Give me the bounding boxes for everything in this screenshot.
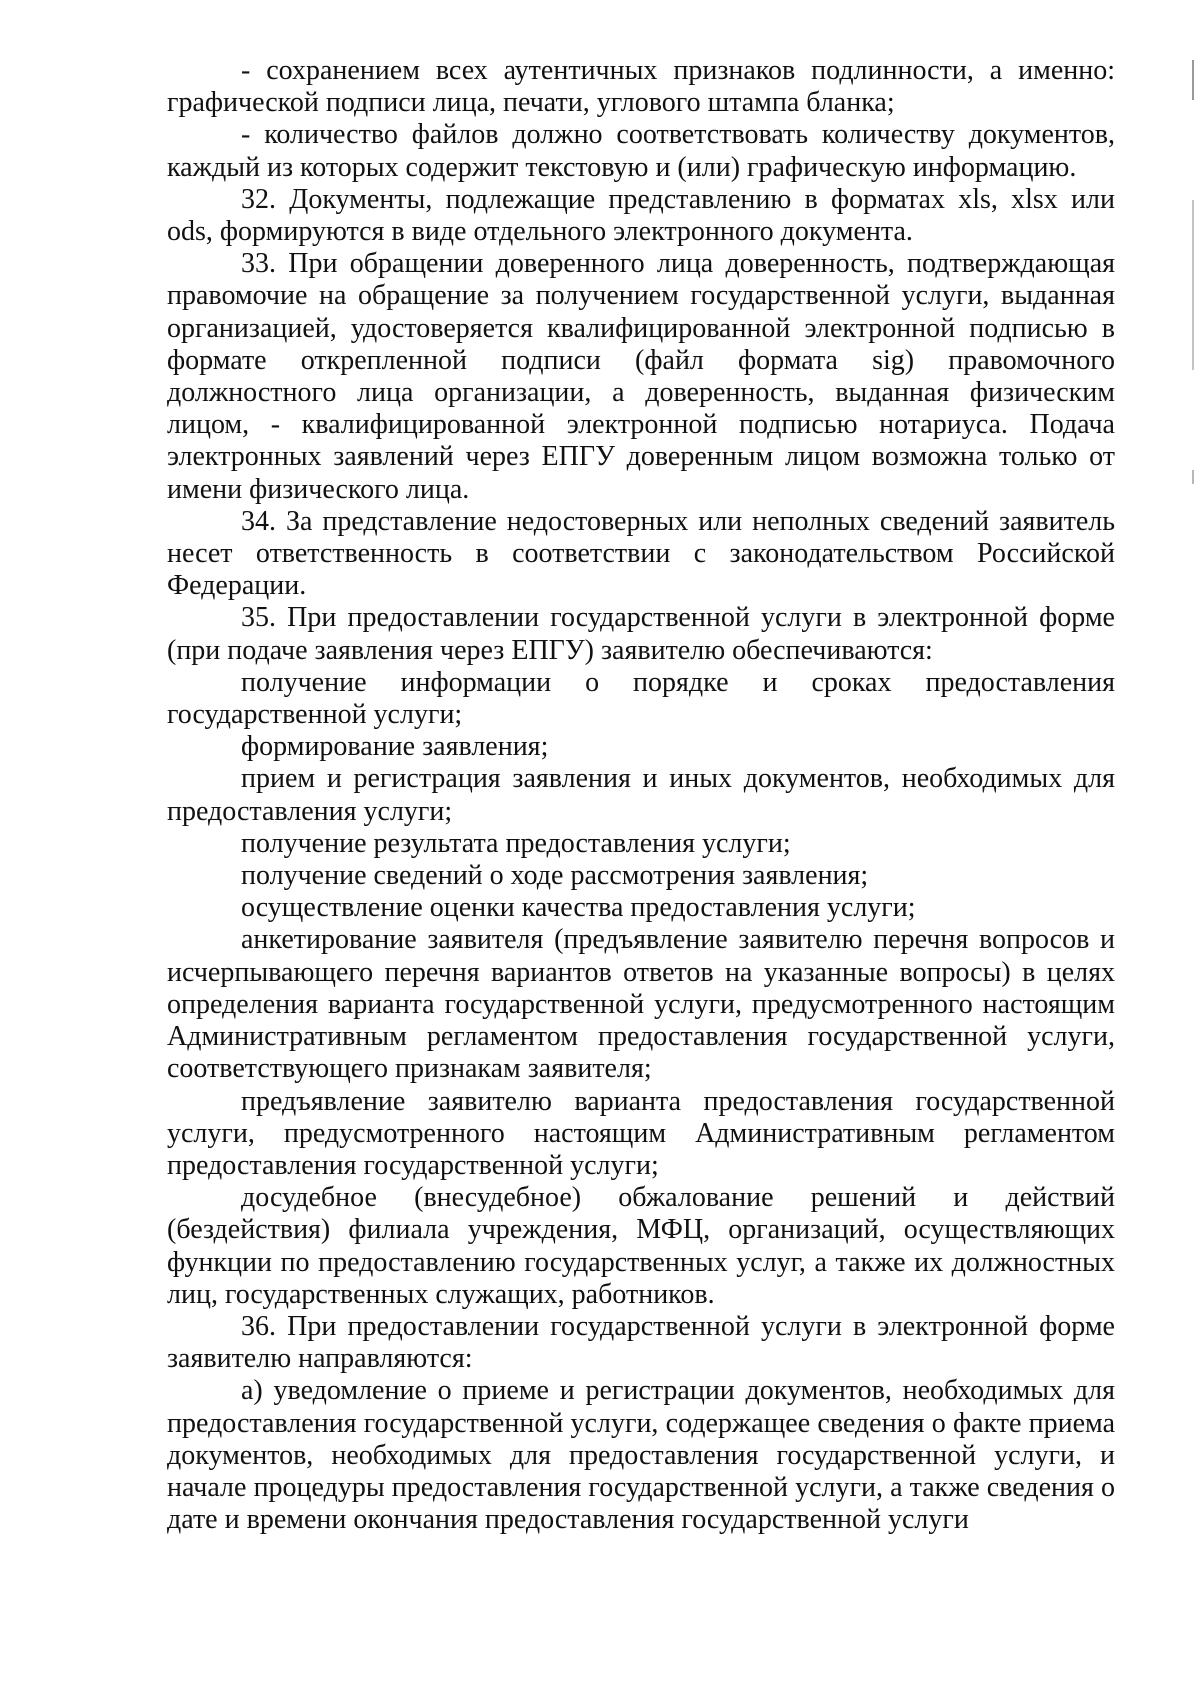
list-item-result: получение результата предоставления услуги; [241,827,791,859]
paragraph-35: 35. При предоставлении государственной услуги в электронной форме (при подаче заявления через ЕПГУ) заявителю обеспечиваются: [167,602,1115,666]
list-item-variant: предъявление заявителю варианта предоставления государственной услуги, предусмотренного настоящим Административным регламентом предоставления государственной услуги; [167,1085,1115,1181]
paragraph-36a: а) уведомление о приеме и регистрации документов, необходимых для предоставления государственной услуги, содержащее сведения о факте приема документов, необходимых для предоставления государственной услуги, и начале процедуры предоставления государственной услуги, а также сведения о дате и времени окончания предоставления государственной услуги [167,1375,1115,1536]
paragraph-34: 34. За представление недостоверных или неполных сведений заявитель несет ответственность в соответствии с законодательством Российской Федерации. [167,505,1115,602]
scan-edge-mark [1192,200,1194,370]
scan-edge-mark [1192,60,1194,100]
paragraph-33: 33. При обращении доверенного лица доверенность, подтверждающая правомочие на обращение за получением государственной услуги, выданная организацией, удостоверяется квалифицированной электронной подписью в формате открепленной подписи (файл формата sig) правомочного должностного лица организации, а доверенность, выданная физическим лицом, - квалифицированной электронной подписью нотариуса. Подача электронных заявлений через ЕПГУ доверенным лицом возможна только от имени физического лица. [167,248,1115,505]
paragraph-32: 32. Документы, подлежащие представлению в форматах xls, xlsx или ods, формируются в виде отдельного электронного документа. [167,183,1115,248]
document-page [167,55,1115,1536]
list-item-quality: осуществление оценки качества предоставления услуги; [241,892,916,924]
list-item-form: формирование заявления; [241,731,549,763]
list-item-reception: прием и регистрация заявления и иных документов, необходимых для предоставления услуги; [167,763,1115,827]
paragraph-authenticity: - сохранением всех аутентичных признаков подлинности, а именно: графической подписи лица, печати, углового штампа бланка; [167,55,1115,119]
list-item-appeal: досудебное (внесудебное) обжалование решений и действий (бездействия) филиала учреждения, МФЦ, организаций, осуществляющих функции по предоставлению государственных услуг, а также их должностных лиц, государственных служащих, работников. [167,1182,1115,1310]
list-item-progress: получение сведений о ходе рассмотрения заявления; [241,860,869,892]
scan-edge-mark [1192,470,1194,484]
paragraph-file-count: - количество файлов должно соответствовать количеству документов, каждый из которых содержит текстовую и (или) графическую информацию. [167,119,1115,183]
list-item-info: получение информации о порядке и сроках предоставления государственной услуги; [167,666,1115,731]
paragraph-36: 36. При предоставлении государственной услуги в электронной форме заявителю направляются: [167,1310,1115,1375]
list-item-survey: анкетирование заявителя (предъявление заявителю перечня вопросов и исчерпывающего перечня вариантов ответов на указанные вопросы) в целях определения варианта государственной услуги, предусмотренного настоящим Административным регламентом предоставления государственной услуги, соответствующего признакам заявителя; [167,924,1115,1085]
